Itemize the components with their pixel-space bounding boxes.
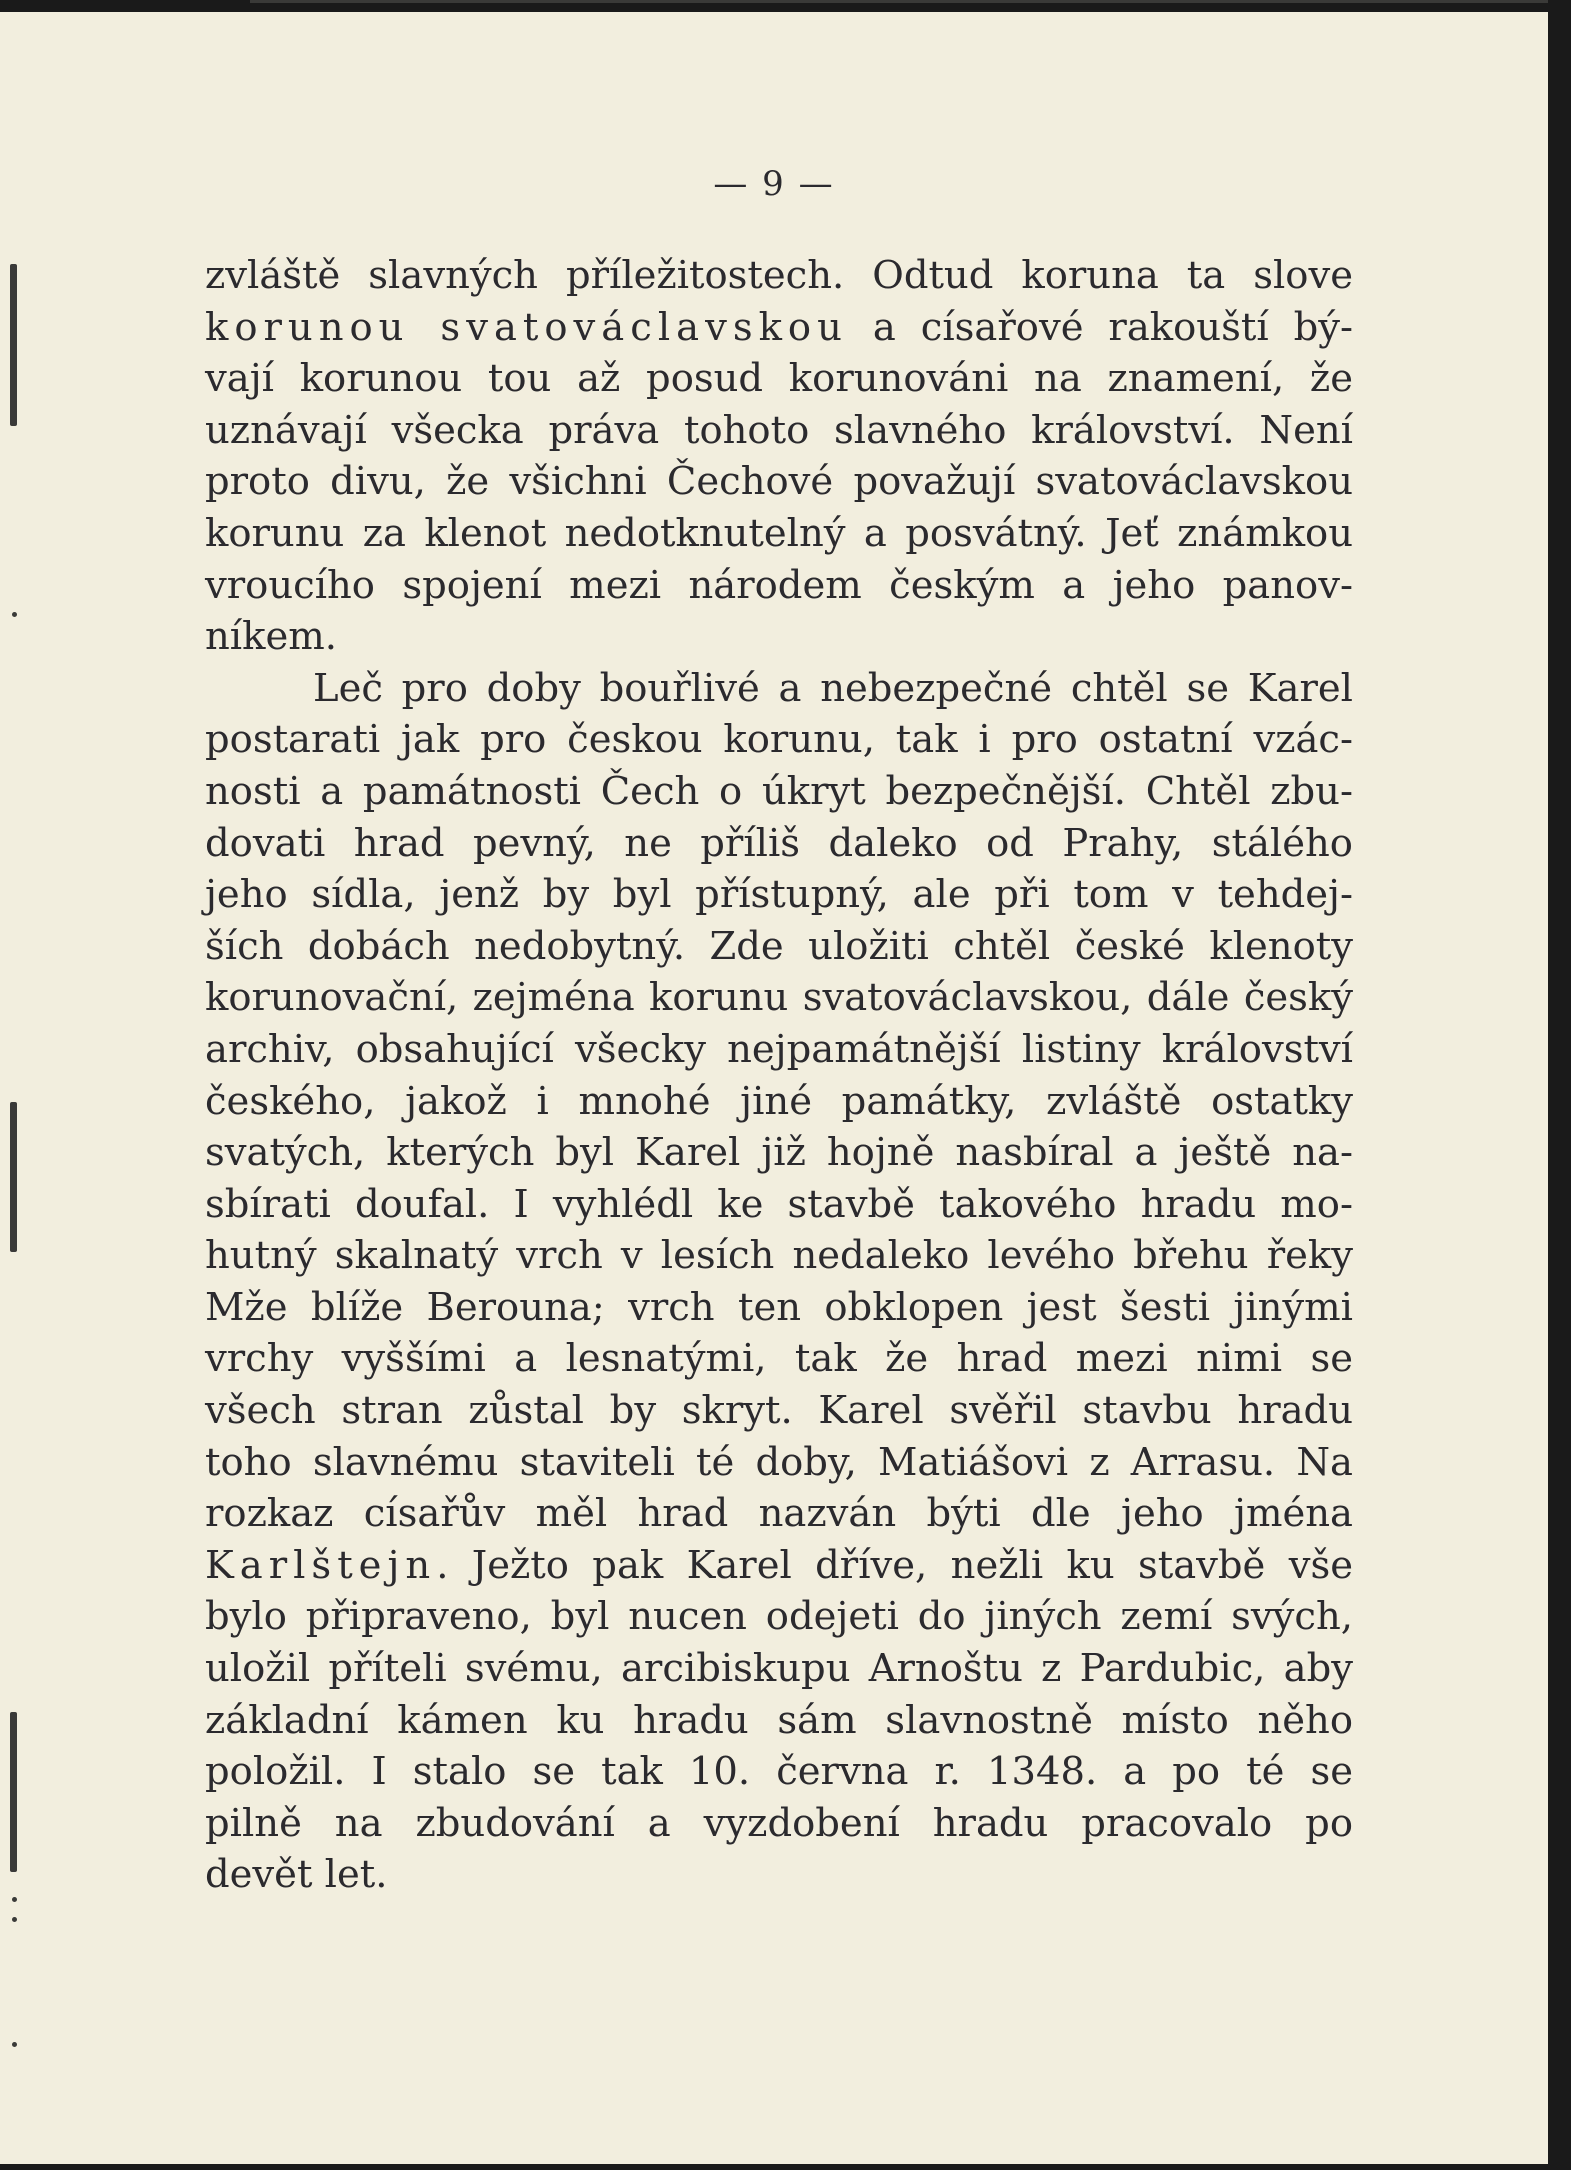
text-line: níkem. [205, 614, 337, 660]
text-line: vrchy vyššími a lesnatými, tak že hrad mezi nimi se [205, 1336, 1353, 1382]
binding-mark [10, 264, 17, 426]
text-line: pilně na zbudování a vyzdobení hradu pracovalo po [205, 1800, 1353, 1846]
text-line: základní kámen ku hradu sám slavnostně místo něho [205, 1697, 1353, 1743]
body-text [205, 250, 1353, 1901]
text-line: českého, jakož i mnohé jiné památky, zvláště ostatky [205, 1078, 1353, 1124]
text-fragment: . Ježto pak Karel dříve, nežli ku stavbě vše [436, 1542, 1353, 1588]
text-line: proto divu, že všichni Čechové považují svatováclavskou [205, 459, 1353, 505]
text-line: jeho sídla, jenž by byl přístupný, ale při tom v tehdej- [205, 872, 1353, 918]
text-line: ších dobách nedobytný. Zde uložiti chtěl české klenoty [205, 923, 1353, 969]
text-line: vroucího spojení mezi národem českým a jeho panov- [205, 562, 1353, 608]
text-line: svatých, kterých byl Karel již hojně nasbíral a ještě na- [205, 1130, 1353, 1176]
text-line: Leč pro doby bouřlivé a nebezpečné chtěl se Karel [313, 665, 1353, 711]
text-line: zvláště slavných příležitostech. Odtud koruna ta slove [205, 253, 1353, 298]
text-line: postarati jak pro českou korunu, tak i pro ostatní vzác- [205, 717, 1353, 763]
page-top-edge [250, 0, 1548, 3]
text-line: sbírati doufal. I vyhlédl ke stavbě takového hradu mo- [205, 1181, 1353, 1227]
text-line: korunovační, zejména korunu svatováclavskou, dále český [205, 975, 1353, 1021]
text-line: Mže blíže Berouna; vrch ten obklopen jest šesti jinými [205, 1284, 1353, 1330]
book-page [0, 12, 1548, 2164]
text-line [205, 302, 1353, 354]
text-line: toho slavnému staviteli té doby, Matiášovi z Arrasu. Na [205, 1439, 1353, 1485]
text-line: bylo připraveno, byl nucen odejeti do jiných zemí svých, [205, 1594, 1353, 1640]
text-line: uznávají všecka práva tohoto slavného království. Není [205, 407, 1353, 453]
text-line: položil. I stalo se tak 10. června r. 1348. a po té se [205, 1749, 1353, 1795]
text-line: rozkaz císařův měl hrad nazván býti dle jeho jména [205, 1491, 1353, 1537]
text-line: uložil příteli svému, arcibiskupu Arnoštu z Pardubic, aby [205, 1646, 1353, 1692]
text-line: hutný skalnatý vrch v lesích nedaleko levého břehu řeky [205, 1233, 1353, 1279]
binding-mark [10, 1712, 17, 1872]
page-number: — 9 — [713, 164, 835, 204]
text-fragment: a císařové rakouští bý- [847, 304, 1353, 350]
spaced-name: Karlštejn [205, 1542, 437, 1588]
text-line: vají korunou tou až posud korunováni na znamení, že [205, 356, 1353, 402]
binding-mark [10, 1102, 17, 1252]
text-line: korunu za klenot nedotknutelný a posvátný. Jeť známkou [205, 510, 1353, 556]
binding-dot [12, 2042, 17, 2047]
text-line: archiv, obsahující všecky nejpamátnější listiny království [205, 1026, 1353, 1072]
binding-dot [12, 1897, 17, 1902]
text-line: dovati hrad pevný, ne příliš daleko od Prahy, stálého [205, 820, 1353, 866]
text-line: všech stran zůstal by skryt. Karel svěřil stavbu hradu [205, 1388, 1353, 1434]
text-line [205, 1540, 1353, 1592]
spaced-phrase: korunou svatováclavskou [205, 304, 848, 350]
text-line: nosti a památnosti Čech o úkryt bezpečnější. Chtěl zbu- [205, 768, 1353, 814]
text-line: devět let. [205, 1852, 388, 1898]
binding-dot [12, 1917, 17, 1922]
binding-dot [12, 612, 17, 617]
